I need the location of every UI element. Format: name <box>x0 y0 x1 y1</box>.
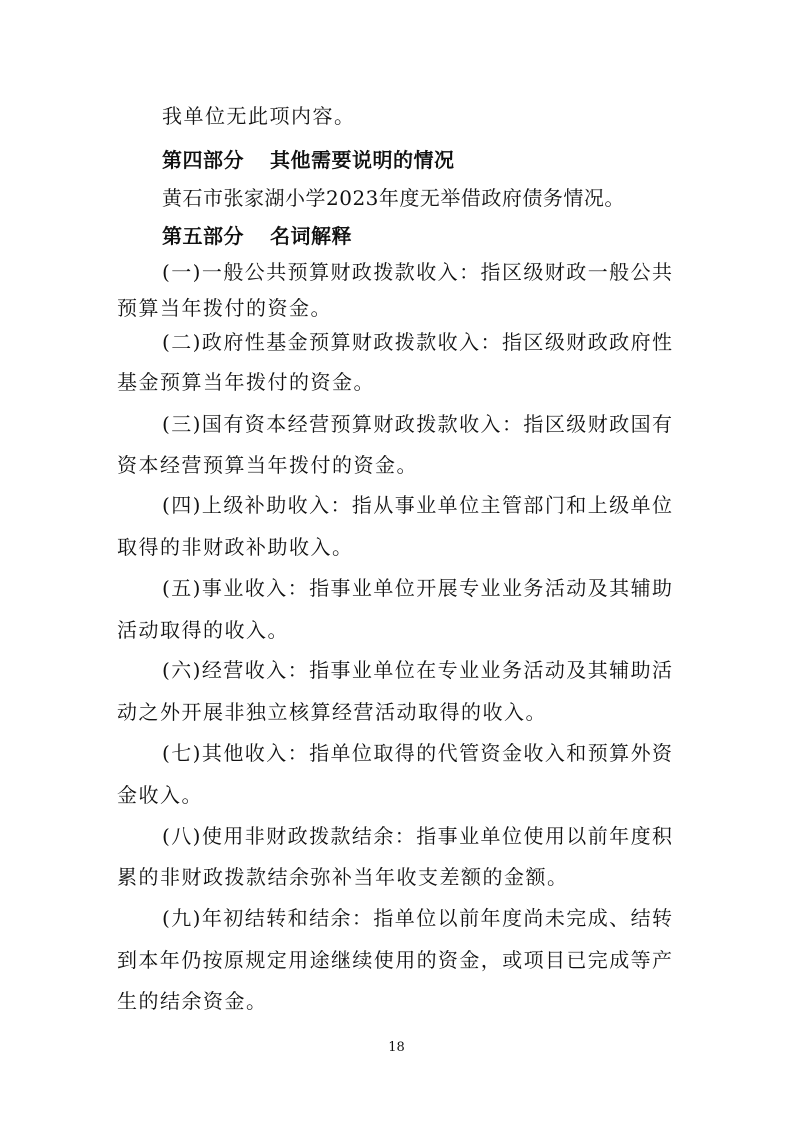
definition-7-line-1: (七)其他收入：指单位取得的代管资金收入和预算外资 <box>162 741 672 765</box>
section-4-heading <box>162 148 455 172</box>
page-number: 18 <box>388 1040 405 1055</box>
definition-9-line-3: 生的结余资金。 <box>117 989 268 1013</box>
definition-9-line-2: 到本年仍按原规定用途继续使用的资金，或项目已完成等产 <box>117 948 672 972</box>
definition-8-line-1: (八)使用非财政拨款结余：指事业单位使用以前年度积 <box>162 824 672 848</box>
definition-5-line-2: 活动取得的收入。 <box>117 618 289 642</box>
section-4-title: 其他需要说明的情况 <box>270 148 455 172</box>
definition-2-line-2: 基金预算当年拨付的资金。 <box>117 370 375 394</box>
definition-9-line-1: (九)年初结转和结余：指单位以前年度尚未完成、结转 <box>162 906 672 930</box>
definition-4-line-2: 取得的非财政补助收入。 <box>117 535 354 559</box>
definition-7-line-2: 金收入。 <box>117 783 203 807</box>
definition-6-line-1: (六)经营收入：指事业单位在专业业务活动及其辅助活 <box>162 658 672 682</box>
definition-6-line-2: 动之外开展非独立核算经营活动取得的收入。 <box>117 700 547 724</box>
definition-1-line-1: (一)一般公共预算财政拨款收入：指区级财政一般公共 <box>162 260 672 284</box>
definition-4-line-1: (四)上级补助收入：指从事业单位主管部门和上级单位 <box>162 493 672 517</box>
definition-2-line-1: (二)政府性基金预算财政拨款收入：指区级财政政府性 <box>162 330 672 354</box>
section-5-heading <box>162 224 352 248</box>
definition-3-line-2: 资本经营预算当年拨付的资金。 <box>117 453 418 477</box>
definition-8-line-2: 累的非财政拨款结余弥补当年收支差额的金额。 <box>117 865 569 889</box>
definition-5-line-1: (五)事业收入：指事业单位开展专业业务活动及其辅助 <box>162 576 672 600</box>
section-5-number: 第五部分 <box>162 224 244 248</box>
section-4-number: 第四部分 <box>162 148 244 172</box>
section-5-title: 名词解释 <box>270 224 352 248</box>
intro-text: 我单位无此项内容。 <box>162 104 356 128</box>
definition-1-line-2: 预算当年拨付的资金。 <box>117 296 332 320</box>
definition-3-line-1: (三)国有资本经营预算财政拨款收入：指区级财政国有 <box>162 412 672 436</box>
section-4-text: 黄石市张家湖小学2023年度无举借政府债务情况。 <box>162 186 625 210</box>
